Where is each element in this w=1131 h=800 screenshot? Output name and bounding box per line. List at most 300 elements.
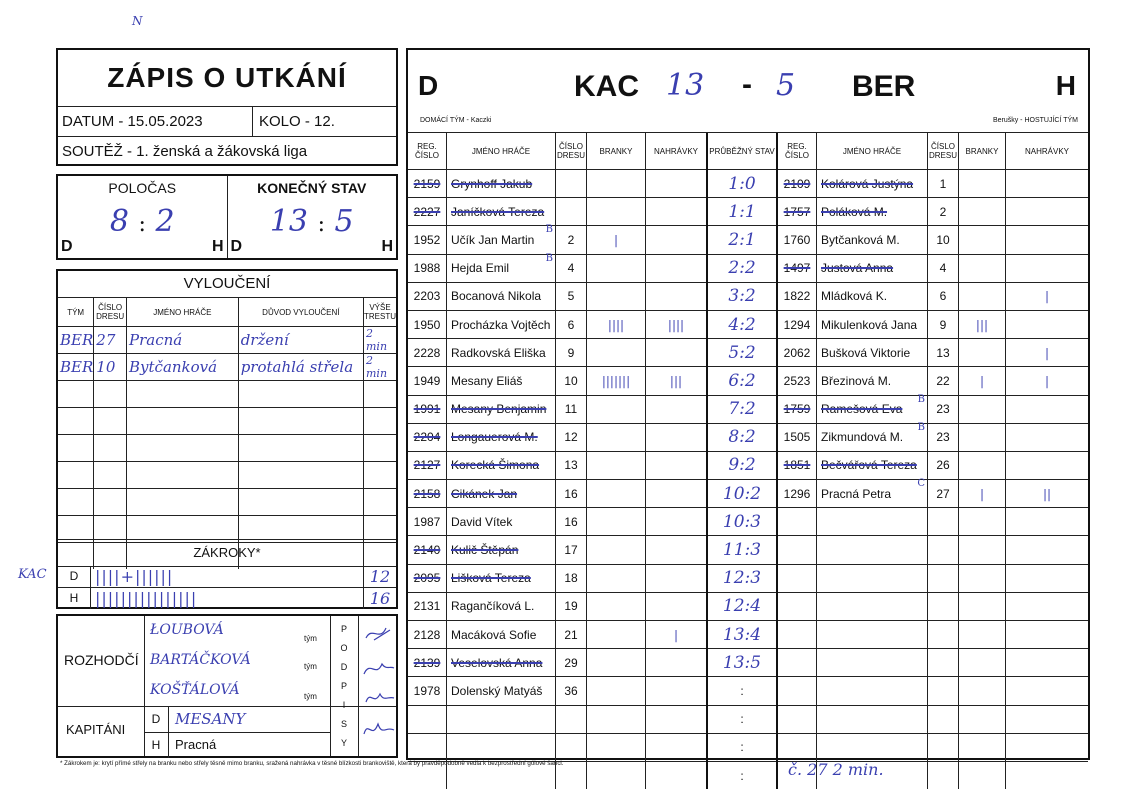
home-reg	[408, 621, 447, 649]
home-reg	[408, 733, 447, 761]
away-dres	[928, 677, 959, 705]
exclusion-tym: BER	[58, 327, 94, 354]
home-name-text: Lišková Tereza	[451, 571, 531, 586]
away-mark: C	[917, 478, 925, 490]
referees-label: ROZHODČÍ	[64, 652, 139, 668]
exclusion-trest: 2 min	[364, 354, 397, 381]
away-branky	[959, 423, 1006, 451]
exclusion-duvod	[238, 381, 363, 408]
home-name	[447, 367, 556, 395]
progress-score: 1:1	[728, 201, 756, 222]
away-branky	[959, 705, 1006, 733]
home-name-text: Kulič Štěpán	[451, 543, 519, 558]
away-name	[817, 339, 928, 367]
exclusion-dres	[94, 462, 127, 489]
away-branky	[959, 621, 1006, 649]
home-nahravky	[646, 254, 708, 282]
exclusion-dres: 27	[94, 327, 127, 354]
away-reg	[777, 198, 817, 226]
home-reg-text: 2140	[413, 543, 441, 558]
home-name-text: Ragančíková L.	[451, 599, 535, 614]
header-name-away: JMÉNO HRÁČE	[817, 133, 928, 170]
zakroky-side: H	[58, 588, 91, 609]
home-dres	[556, 395, 587, 423]
home-dres-text: 18	[564, 571, 578, 586]
home-nahravky	[646, 564, 708, 592]
home-name	[447, 733, 556, 761]
away-branky	[959, 339, 1006, 367]
home-branky	[587, 254, 646, 282]
exclusions-title: VYLOUČENÍ	[58, 271, 396, 298]
home-dres-text: 17	[564, 543, 578, 558]
exclusion-row	[58, 435, 396, 462]
home-dres	[556, 592, 587, 620]
home-branky-text: ||||	[607, 317, 625, 332]
home-dres	[556, 310, 587, 338]
away-branky	[959, 226, 1006, 254]
home-name	[447, 592, 556, 620]
exclusion-jmeno: Pracná	[127, 327, 239, 354]
home-nahravky	[646, 170, 708, 198]
halftime-h: 2	[155, 204, 175, 239]
exclusion-trest	[364, 489, 397, 516]
home-reg-text: 1952	[413, 232, 441, 247]
away-name	[817, 310, 928, 338]
away-nahravky	[1006, 226, 1089, 254]
table-row	[408, 170, 1088, 198]
home-name	[447, 339, 556, 367]
referee-name: KOŠŤÁLOVÁ	[150, 682, 240, 698]
exclusion-tym	[58, 462, 94, 489]
home-name	[447, 395, 556, 423]
home-dres	[556, 564, 587, 592]
home-dres	[556, 423, 587, 451]
exclusion-trest	[364, 381, 397, 408]
away-nahravky	[1006, 198, 1089, 226]
away-nahravky	[1006, 733, 1089, 761]
captain-d-name: MESANY	[175, 710, 246, 728]
away-name-text: Mládková K.	[821, 289, 888, 304]
away-name	[817, 367, 928, 395]
exclusion-dres: 10	[94, 354, 127, 381]
progress-score: 2:1	[728, 229, 756, 250]
away-branky	[959, 649, 1006, 677]
home-dres	[556, 761, 587, 789]
home-name	[447, 621, 556, 649]
home-nahravky	[646, 451, 708, 479]
final-score	[227, 176, 397, 258]
away-dres	[928, 395, 959, 423]
captain-d-label: D	[144, 706, 169, 732]
home-dres	[556, 508, 587, 536]
progress-cell	[707, 367, 777, 395]
home-reg	[408, 592, 447, 620]
home-reg-text: 2127	[413, 458, 441, 473]
home-name	[447, 254, 556, 282]
away-dres-text: 26	[936, 458, 950, 473]
home-branky	[587, 564, 646, 592]
home-branky	[587, 395, 646, 423]
home-reg	[408, 170, 447, 198]
home-reg	[408, 339, 447, 367]
final-label: KONEČNÝ STAV	[257, 180, 367, 196]
home-dres	[556, 536, 587, 564]
home-name-text: Mesany Benjamin	[451, 402, 547, 417]
home-name	[447, 170, 556, 198]
away-name-text: Justová Anna	[821, 261, 894, 276]
progress-cell	[707, 480, 777, 508]
home-nahravky	[646, 508, 708, 536]
away-reg	[777, 282, 817, 310]
away-branky-text: |	[979, 373, 985, 388]
home-nahravky-text: |||	[669, 373, 683, 388]
home-dres	[556, 705, 587, 733]
exclusion-jmeno	[127, 381, 239, 408]
progress-cell	[707, 508, 777, 536]
home-name	[447, 677, 556, 705]
away-nahravky	[1006, 254, 1089, 282]
away-name	[817, 508, 928, 536]
away-goals: 5	[776, 68, 796, 103]
header-reg-home: REG. ČÍSLO	[408, 133, 447, 170]
halftime-score	[58, 176, 227, 258]
away-dres	[928, 508, 959, 536]
away-dres-text: 27	[936, 486, 950, 501]
header-assists-home: NAHRÁVKY	[646, 133, 708, 170]
home-dres	[556, 649, 587, 677]
away-nahravky-text: |	[1044, 289, 1050, 304]
progress-cell	[707, 170, 777, 198]
away-reg	[777, 480, 817, 508]
captain-h-label: H	[144, 732, 169, 758]
away-dres	[928, 226, 959, 254]
home-name	[447, 282, 556, 310]
exclusion-duvod: protahlá střela	[238, 354, 363, 381]
progress-score: 3:2	[728, 286, 756, 307]
exclusion-duvod: držení	[238, 327, 363, 354]
zakroky-marks: ||||+||||||	[91, 566, 364, 587]
table-row	[408, 395, 1088, 423]
progress-score: 1:0	[728, 173, 756, 194]
home-reg-text: 2139	[413, 655, 441, 670]
away-name-text: Poláková M.	[821, 204, 888, 219]
away-reg	[777, 451, 817, 479]
progress-score: 6:2	[728, 370, 756, 391]
home-name	[447, 705, 556, 733]
away-dres-text: 23	[936, 402, 950, 417]
officials-section	[56, 614, 398, 758]
away-nahravky	[1006, 536, 1089, 564]
away-dres	[928, 705, 959, 733]
home-reg	[408, 310, 447, 338]
progress-cell	[707, 423, 777, 451]
home-reg-text: 2159	[413, 176, 441, 191]
away-branky	[959, 508, 1006, 536]
home-branky	[587, 677, 646, 705]
away-reg	[777, 423, 817, 451]
home-name	[447, 536, 556, 564]
away-branky	[959, 170, 1006, 198]
progress-score: 13:4	[722, 624, 762, 645]
away-dres-text: 13	[936, 345, 950, 360]
away-dres	[928, 282, 959, 310]
exclusion-trest	[364, 435, 397, 462]
away-name	[817, 282, 928, 310]
home-dres-text: 36	[564, 683, 578, 698]
header-dres-home: ČÍSLO DRESU	[556, 133, 587, 170]
home-name-text: Macáková Sofie	[451, 627, 537, 642]
captain-h-name: Pracná	[175, 737, 217, 752]
away-dres	[928, 423, 959, 451]
home-reg	[408, 226, 447, 254]
home-reg	[408, 198, 447, 226]
zakroky-total: 16	[369, 589, 391, 608]
home-reg-text: 1988	[413, 261, 441, 276]
table-row	[408, 621, 1088, 649]
home-branky	[587, 339, 646, 367]
home-reg-text: 1950	[413, 317, 441, 332]
table-row	[408, 198, 1088, 226]
home-reg	[408, 367, 447, 395]
header-goals-home: BRANKY	[587, 133, 646, 170]
exclusion-row	[58, 354, 396, 381]
home-name-text: Bocanová Nikola	[451, 289, 542, 304]
home-nahravky	[646, 733, 708, 761]
excl-header-reason: DŮVOD VYLOUČENÍ	[238, 298, 363, 327]
referee-name: BARTÁČKOVÁ	[150, 652, 251, 668]
away-nahravky	[1006, 705, 1089, 733]
away-name-text: Ramešová Eva	[821, 402, 903, 417]
away-branky	[959, 198, 1006, 226]
exclusion-row	[58, 408, 396, 435]
home-reg-text: 2227	[413, 204, 441, 219]
home-nahravky	[646, 705, 708, 733]
home-dres	[556, 198, 587, 226]
exclusion-tym	[58, 435, 94, 462]
away-reg	[777, 170, 817, 198]
home-dres	[556, 170, 587, 198]
away-branky	[959, 592, 1006, 620]
away-branky	[959, 677, 1006, 705]
home-name	[447, 423, 556, 451]
away-dres	[928, 761, 959, 789]
away-reg	[777, 761, 817, 789]
home-reg-text: 2203	[413, 289, 441, 304]
referee-row	[144, 646, 334, 676]
away-name-text: Bytčanková M.	[821, 232, 900, 247]
datum: DATUM - 15.05.2023	[58, 107, 253, 136]
home-name	[447, 451, 556, 479]
away-nahravky	[1006, 508, 1089, 536]
away-dres	[928, 339, 959, 367]
referee-row	[144, 616, 334, 646]
zakroky-row	[58, 566, 396, 588]
away-nahravky	[1006, 621, 1089, 649]
zakroky-team-mark: KAC	[18, 567, 47, 582]
away-name	[817, 536, 928, 564]
away-reg	[777, 621, 817, 649]
home-reg	[408, 282, 447, 310]
captains-label: KAPITÁNI	[66, 722, 126, 737]
progress-cell	[707, 339, 777, 367]
exclusion-duvod	[238, 489, 363, 516]
home-branky	[587, 733, 646, 761]
home-reg	[408, 395, 447, 423]
exclusion-tym	[58, 408, 94, 435]
home-reg	[408, 564, 447, 592]
progress-score: 12:4	[722, 596, 762, 617]
halftime-h-label: H	[211, 238, 224, 255]
home-name-text: Veselovská Anna	[451, 655, 543, 670]
away-name-text: Mikulenková Jana	[821, 317, 918, 332]
home-name-text: Hejda Emil	[451, 261, 510, 276]
progress-score: 8:2	[728, 427, 756, 448]
home-dres	[556, 226, 587, 254]
exclusion-dres	[94, 381, 127, 408]
home-reg-text: 1978	[413, 683, 441, 698]
exclusion-dres	[94, 489, 127, 516]
progress-score: 2:2	[728, 258, 756, 279]
away-reg	[777, 649, 817, 677]
home-nahravky	[646, 226, 708, 254]
away-nahravky-text: |	[1044, 373, 1050, 388]
home-dres-text: 13	[564, 458, 578, 473]
excl-header-penalty: VÝŠE TRESTU	[364, 298, 397, 327]
score-dash: -	[742, 68, 752, 101]
signatures-label	[330, 620, 358, 753]
home-name	[447, 508, 556, 536]
home-branky-text: |	[613, 232, 619, 247]
progress-cell	[707, 592, 777, 620]
home-dres-text: 9	[567, 345, 575, 360]
away-nahravky	[1006, 395, 1089, 423]
header-assists-away: NAHRÁVKY	[1006, 133, 1089, 170]
away-dres	[928, 621, 959, 649]
home-dres	[556, 254, 587, 282]
progress-score: 13:5	[722, 652, 762, 673]
signature-letter: D	[340, 662, 348, 672]
away-branky	[959, 310, 1006, 338]
away-name-text: Bušková Viktorie	[821, 345, 911, 360]
progress-cell	[707, 254, 777, 282]
table-row	[408, 451, 1088, 479]
exclusion-jmeno	[127, 435, 239, 462]
away-name	[817, 592, 928, 620]
away-dres	[928, 733, 959, 761]
away-dres-text: 9	[939, 317, 947, 332]
home-name	[447, 564, 556, 592]
exclusion-duvod	[238, 462, 363, 489]
table-row	[408, 367, 1088, 395]
progress-cell	[707, 649, 777, 677]
halftime-d: 8	[109, 204, 129, 239]
halftime-label: POLOČAS	[108, 180, 177, 196]
progress-score: :	[740, 712, 744, 727]
away-dres-text: 2	[939, 204, 947, 219]
away-name	[817, 761, 928, 789]
home-name-text: Cikánek Jan	[451, 486, 518, 501]
footnote: * Zákrokem je: krytí přímé střely na branku nebo střely těsně mimo branku, sražená nahrávka v těsné blízkosti brankoviště, která by pravděpodobně vedla k bezprostřední gólové šanci.	[60, 760, 564, 767]
progress-cell	[707, 198, 777, 226]
table-row	[408, 423, 1088, 451]
exclusion-duvod	[238, 435, 363, 462]
home-reg-text: 2131	[413, 599, 441, 614]
away-branky	[959, 367, 1006, 395]
home-dres	[556, 339, 587, 367]
away-dres-text: 10	[936, 232, 950, 247]
home-goals: 13	[666, 68, 705, 103]
away-branky	[959, 451, 1006, 479]
away-dres	[928, 480, 959, 508]
exclusion-dres	[94, 435, 127, 462]
away-dres	[928, 310, 959, 338]
away-reg-text: 1851	[783, 458, 811, 473]
home-dres-text: 19	[564, 599, 578, 614]
away-name	[817, 254, 928, 282]
progress-score: 5:2	[728, 342, 756, 363]
away-reg	[777, 705, 817, 733]
exclusion-row	[58, 489, 396, 516]
away-dres	[928, 536, 959, 564]
away-nahravky	[1006, 310, 1089, 338]
away-dres-text: 4	[939, 261, 947, 276]
home-branky	[587, 170, 646, 198]
away-name	[817, 226, 928, 254]
away-dres	[928, 254, 959, 282]
home-name	[447, 480, 556, 508]
excl-header-number: ČÍSLO DRESU	[94, 298, 127, 327]
away-nahravky-text: ||	[1042, 486, 1052, 501]
exclusion-trest: 2 min	[364, 327, 397, 354]
away-dres-text: 22	[936, 373, 950, 388]
final-h-label: H	[381, 238, 393, 255]
away-name-text: Březinová M.	[821, 373, 892, 388]
home-dres	[556, 282, 587, 310]
away-branky	[959, 282, 1006, 310]
zakroky-row	[58, 588, 396, 609]
table-row	[408, 310, 1088, 338]
home-branky	[587, 508, 646, 536]
away-reg	[777, 339, 817, 367]
away-code: BER	[852, 70, 916, 103]
away-reg-text: 1497	[783, 261, 811, 276]
referee-row	[144, 676, 334, 706]
progress-cell	[707, 733, 777, 761]
away-dres	[928, 451, 959, 479]
signature-letter: P	[340, 624, 347, 634]
home-nahravky	[646, 536, 708, 564]
progress-score: 11:3	[722, 540, 762, 561]
home-mark: B	[545, 252, 553, 264]
header-progress: PRŮBĚŽNÝ STAV	[707, 133, 777, 170]
home-name-text: Janíčková Tereza	[451, 204, 545, 219]
home-nahravky	[646, 761, 708, 789]
progress-score: 10:3	[722, 511, 762, 532]
home-reg-text: 1949	[413, 373, 441, 388]
home-dres	[556, 367, 587, 395]
progress-cell	[707, 226, 777, 254]
away-reg	[777, 508, 817, 536]
home-nahravky	[646, 198, 708, 226]
signature-letter: O	[340, 643, 348, 653]
exclusion-trest	[364, 408, 397, 435]
progress-cell	[707, 310, 777, 338]
home-reg-text: 2095	[413, 571, 441, 586]
away-dres-text: 1	[939, 176, 947, 191]
zakroky-table	[58, 566, 396, 609]
away-dres-text: 6	[939, 289, 947, 304]
away-nahravky	[1006, 761, 1089, 789]
